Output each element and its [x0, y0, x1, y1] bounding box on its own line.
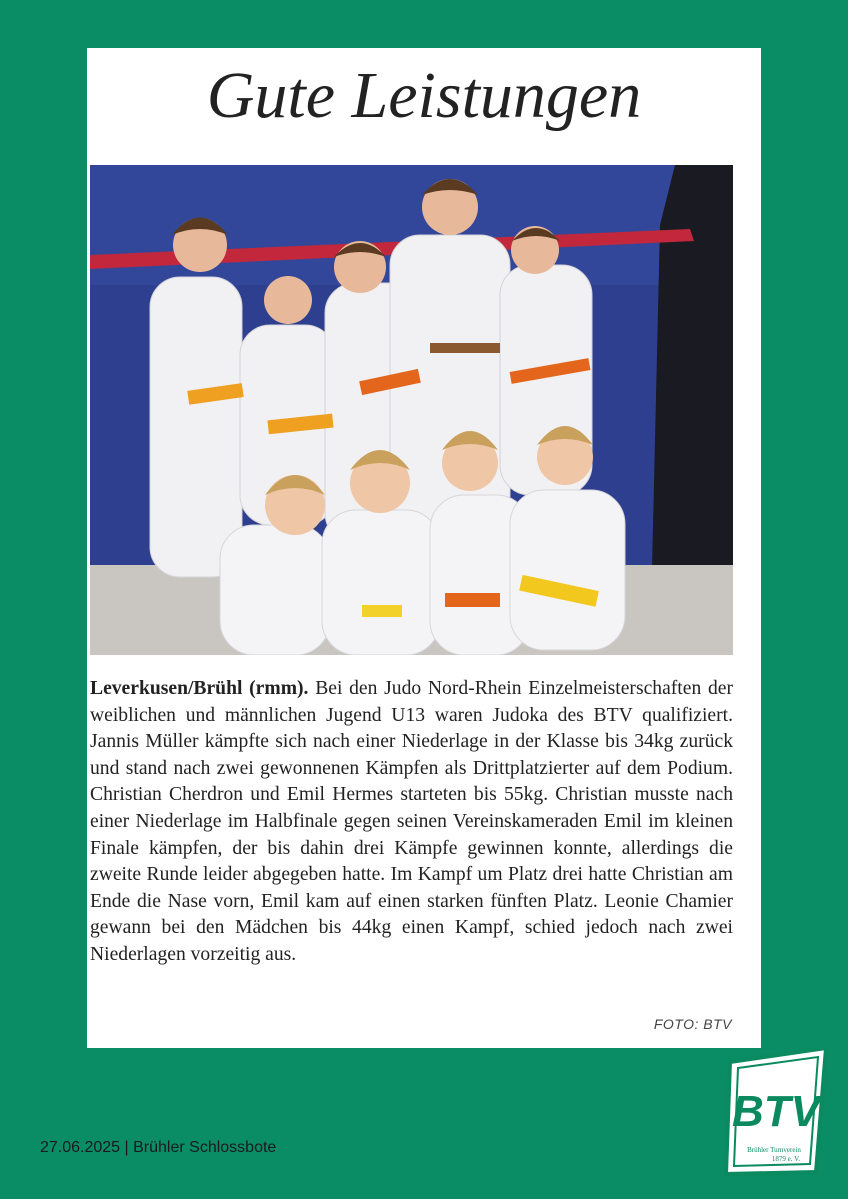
btv-logo — [724, 1048, 832, 1176]
judo-group-photo — [90, 165, 733, 655]
logo-founded: 1879 e. V. — [771, 1155, 801, 1163]
article-dateline: Leverkusen/Brühl (rmm). — [90, 678, 309, 699]
article-body — [90, 676, 733, 969]
article-body-text: Bei den Judo Nord-Rhein Einzelmeisterschaften der weiblichen und männlichen Jugend U13 waren Judoka des BTV qualifiziert. Jannis Müller kämpfte sich nach einer Niederlage in der Klasse bis 34kg zurück und stand nach zwei gewonnenen Kämpfen als Drittplatzierter auf dem Podium. Christian Cherdron und Emil Hermes starteten bis 55kg. Christian musste nach einer Niederlage im Halbfinale gegen seinen Vereinskameraden Emil im kleinen Finale kämpfen, der bis dahin drei Kämpfe gewinnen konnte, allerdings die zweite Runde leider abgegeben hatte. Im Kampf um Platz drei hatte Christian am Ende die Nase vorn, Emil kam auf einen starken fünften Platz. Leonie Chamier gewann bei den Mädchen bis 44kg einen Kampf, schied jedoch nach zwei Niederlagen vorzeitig aus. — [90, 678, 733, 965]
newspaper-clipping — [87, 48, 761, 1048]
article-headline: Gute Leistungen — [206, 59, 642, 132]
footer-date-source: 27.06.2025 | Brühler Schlossbote — [40, 1139, 277, 1156]
article-photo — [90, 165, 733, 655]
logo-club-name: Brühler Turnverein — [747, 1146, 801, 1154]
photo-credit: FOTO: BTV — [653, 1016, 732, 1032]
logo-letters: BTV — [732, 1087, 820, 1136]
